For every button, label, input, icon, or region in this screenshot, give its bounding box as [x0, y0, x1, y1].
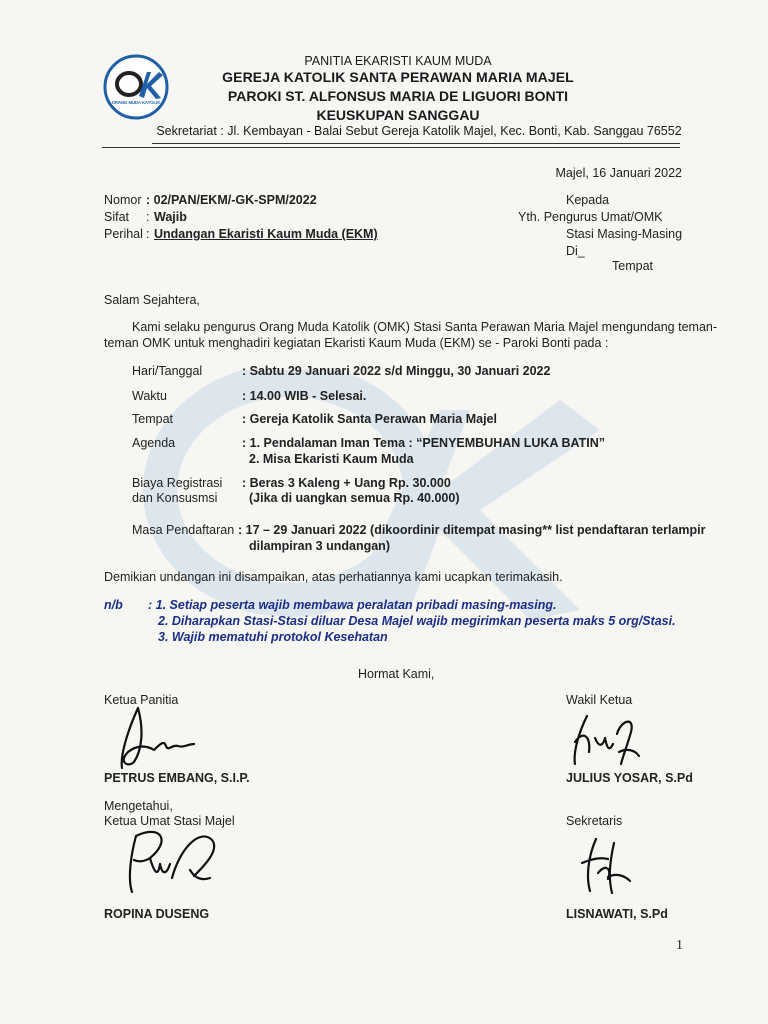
masa-value1: : 17 – 29 Januari 2022 (dikoordinir ditempat masing** list pendaftaran terlampir: [238, 523, 706, 537]
sekretaris-signature-icon: [578, 833, 638, 899]
mengetahui-label: Mengetahui,: [104, 799, 173, 813]
ketua-name: PETRUS EMBANG, S.I.P.: [104, 771, 250, 785]
parish-name: PAROKI ST. ALFONSUS MARIA DE LIGUORI BONTI: [227, 88, 569, 104]
agenda-value2: 2. Misa Ekaristi Kaum Muda: [249, 452, 414, 466]
recipient-to: Kepada: [566, 193, 610, 207]
diocese-name: KEUSKUPAN SANGGAU: [316, 107, 480, 123]
masa-label: Masa Pendaftaran: [132, 523, 235, 537]
header-rule-thin: [102, 147, 680, 148]
intro-line2: teman OMK untuk menghadiri kegiatan Ekaristi Kaum Muda (EKM) se - Paroki Bonti pada :: [104, 336, 609, 350]
waktu-value: : 14.00 WIB - Selesai.: [242, 389, 367, 403]
waktu-label: Waktu: [132, 389, 167, 403]
nomor-value: : 02/PAN/EKM/-GK-SPM/2022: [146, 193, 317, 207]
greeting: Salam Sejahtera,: [104, 293, 200, 307]
sifat-colon: :: [146, 210, 150, 224]
masa-value2: dilampiran 3 undangan): [249, 539, 390, 553]
perihal-label: Perihal: [104, 227, 143, 241]
perihal-value: Undangan Ekaristi Kaum Muda (EKM): [154, 227, 378, 241]
committee-name: PANITIA EKARISTI KAUM MUDA: [304, 54, 492, 68]
sifat-label: Sifat: [104, 210, 130, 224]
sekretaris-name: LISNAWATI, S.Pd: [566, 907, 668, 921]
page-number: 1: [676, 938, 683, 953]
nb-item2: 2. Diharapkan Stasi-Stasi diluar Desa Majel wajib megirimkan peserta maks 5 org/Stasi.: [158, 614, 676, 628]
biaya-label1: Biaya Registrasi: [132, 476, 223, 490]
umat-name: ROPINA DUSENG: [104, 907, 210, 921]
ketua-signature-icon: [108, 700, 218, 775]
regards: Hormat Kami,: [358, 667, 435, 681]
sekretaris-title: Sekretaris: [566, 814, 623, 828]
tempat-label: Tempat: [132, 412, 173, 426]
tempat-value: : Gereja Katolik Santa Perawan Maria Majel: [242, 412, 497, 426]
hari-label: Hari/Tanggal: [132, 364, 203, 378]
intro-line1: Kami selaku pengurus Orang Muda Katolik (OMK) Stasi Santa Perawan Maria Majel mengundang teman-: [132, 320, 718, 334]
nb-label: n/b: [104, 598, 123, 612]
sifat-value: Wajib: [154, 210, 187, 224]
recipient-line4: Tempat: [612, 259, 653, 273]
agenda-value1: : 1. Pendalaman Iman Tema : “PENYEMBUHAN LUKA BATIN”: [242, 436, 606, 450]
wakil-name: JULIUS YOSAR, S.Pd: [566, 771, 693, 785]
umat-signature-icon: [120, 818, 230, 900]
biaya-value2: (Jika di uangkan semua Rp. 40.000): [249, 491, 460, 505]
wakil-signature-icon: [565, 712, 645, 770]
ketua-title: Ketua Panitia: [104, 693, 179, 707]
closing-text: Demikian undangan ini disampaikan, atas perhatiannya kami ucapkan terimakasih.: [104, 570, 563, 584]
nb-item3: 3. Wajib mematuhi protokol Kesehatan: [158, 630, 388, 644]
recipient-line2: Stasi Masing-Masing: [566, 227, 683, 241]
place-date: Majel, 16 Januari 2022: [555, 166, 682, 180]
agenda-label: Agenda: [132, 436, 176, 450]
perihal-colon: :: [146, 227, 150, 241]
church-name: GEREJA KATOLIK SANTA PERAWAN MARIA MAJEL: [222, 69, 574, 85]
header-rule-thick: [152, 143, 680, 144]
logo-subtitle: ORANG MUDA KATOLIK: [111, 100, 161, 105]
hari-value: : Sabtu 29 Januari 2022 s/d Minggu, 30 Januari 2022: [242, 364, 551, 378]
wakil-title: Wakil Ketua: [566, 693, 633, 707]
nomor-label: Nomor: [104, 193, 142, 207]
recipient-line1: Yth. Pengurus Umat/OMK: [518, 210, 663, 224]
recipient-line3: Di_: [566, 244, 585, 258]
secretariat-address: Sekretariat : Jl. Kembayan - Balai Sebut Gereja Katolik Majel, Kec. Bonti, Kab. Sanggau 76552: [156, 124, 682, 138]
umat-title: Ketua Umat Stasi Majel: [104, 814, 235, 828]
biaya-value1: : Beras 3 Kaleng + Uang Rp. 30.000: [242, 476, 451, 490]
biaya-label2: dan Konsusmsi: [132, 491, 218, 505]
nb-item1: : 1. Setiap peserta wajib membawa peralatan pribadi masing-masing.: [148, 598, 557, 612]
